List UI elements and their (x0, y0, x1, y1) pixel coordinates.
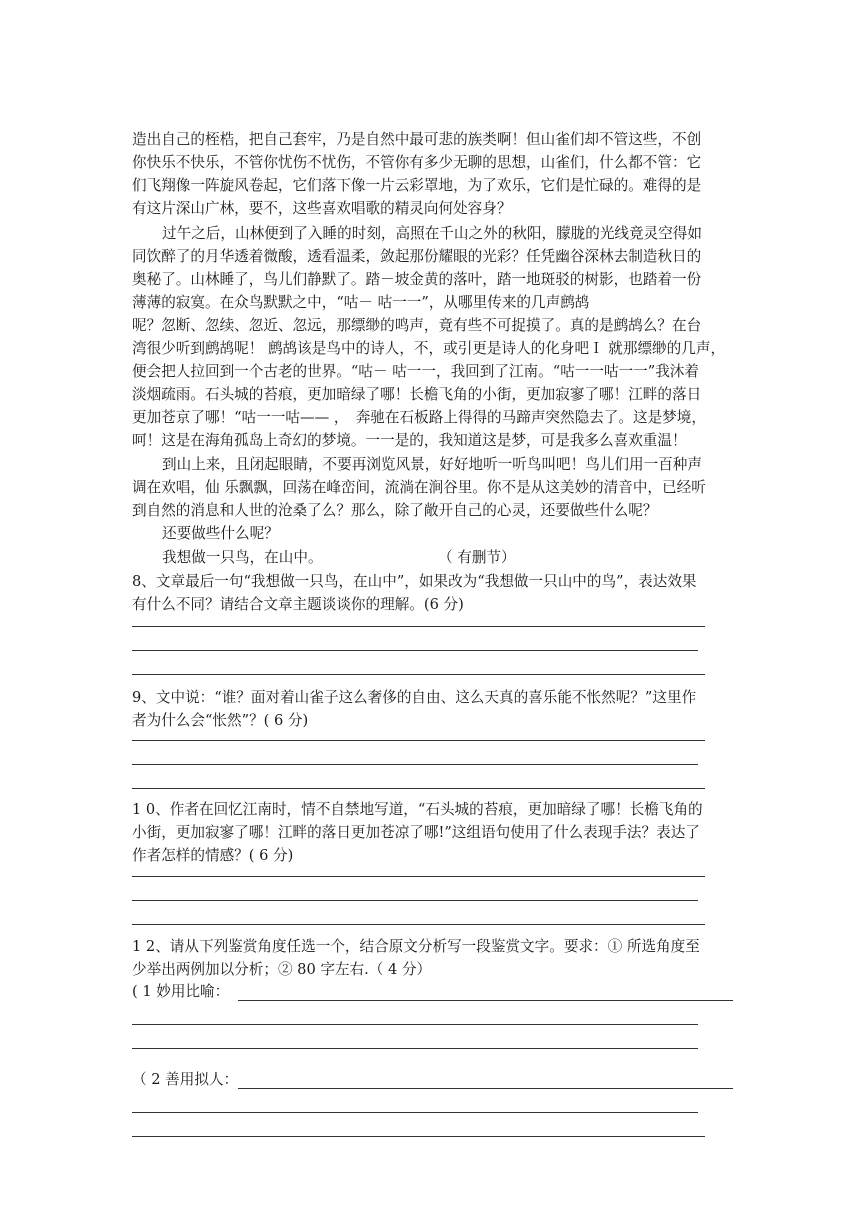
passage-line: 呵！这是在海角孤岛上奇幻的梦境。一一是的，我知道这是梦，可是我多么喜欢重温！ (132, 432, 687, 449)
passage-line: 们飞翔像一阵旋风卷起，它们落下像一片云彩罩地，为了欢乐，它们是忙碌的。难得的是 (132, 177, 702, 194)
passage-line: 更加苍京了哪！“咕一一咕—— ， 奔驰在石板路上得得的马蹄声突然隐去了。这是梦境， (132, 409, 706, 426)
passage-line: 造出自己的桎梏，把自己套牢，乃是自然中最可悲的族类啊！但山雀们却不管这些，不创 (132, 131, 702, 148)
passage-line: 还要做些什么呢？ (162, 525, 279, 542)
passage-closing-line: 我想做一只鸟，在山中。 (162, 549, 323, 566)
answer-line[interactable] (132, 1048, 698, 1049)
answer-line[interactable] (132, 764, 698, 765)
option-metaphor-label: ( 1 妙用比喻： (132, 983, 230, 1000)
question-8: 8、文章最后一句“我想做一只鸟，在山中”，如果改为“我想做一只山中的鸟”，表达效果 (132, 573, 697, 590)
answer-line[interactable] (132, 1024, 698, 1025)
abridged-note: （ 有删节） (438, 549, 516, 566)
passage-line: 薄薄的寂寞。在众鸟默默之中，“咕－ 咕一一”，从哪里传来的几声鹧鸪 (132, 294, 590, 311)
question-10: 作者怎样的情感？( 6 分) (132, 847, 294, 864)
passage-line: 调在欢唱，仙 乐飘飘，回荡在峰峦间，流淌在涧谷里。你不是从这美妙的清音中，已经听 (132, 479, 706, 496)
answer-line[interactable] (238, 1000, 733, 1001)
passage-line: 你快乐不快乐，不管你忧伤不忧伤，不管你有多少无聊的思想，山雀们，什么都不管：它 (132, 154, 702, 171)
question-8: 有什么不同？请结合文章主题谈谈你的理解。(6 分) (132, 596, 464, 613)
answer-line[interactable] (132, 876, 705, 877)
answer-line[interactable] (132, 626, 705, 627)
passage-line: 奥秘了。山林睡了，鸟儿们静默了。踏－坡金黄的落叶，踏一地斑驳的树影，也踏着一份 (132, 271, 702, 288)
answer-line[interactable] (132, 900, 698, 901)
answer-line[interactable] (132, 1136, 705, 1137)
answer-line[interactable] (132, 1112, 698, 1113)
question-10: 小街，更加寂寥了哪！江畔的落日更加苍凉了哪!”这组语句使用了什么表现手法？表达了 (132, 824, 700, 841)
answer-line[interactable] (132, 674, 705, 675)
question-9: 者为什么会“怅然”？( 6 分) (132, 712, 309, 729)
passage-line: 同饮醉了的月华透着微酸，透看温柔，敛起那份耀眼的光彩？任凭幽谷深林去制造秋日的 (132, 248, 702, 265)
passage-line: 湾很少听到鹧鸪呢！ 鹧鸪该是鸟中的诗人，不，或引更是诗人的化身吧Ｉ 就那缥缈的几声， (132, 340, 726, 357)
passage-line: 到自然的消息和人世的沧桑了么？那么，除了敞开自己的心灵，还要做些什么呢？ (132, 502, 658, 519)
question-10: 1 0、作者在回忆江南时，情不自禁地写道，“石头城的苔痕，更加暗绿了哪！长檐飞角的 (132, 801, 703, 818)
passage-line: 便会把人拉回到一个古老的世界。“咕－ 咕一一，我回到了江南。“咕一一咕一一”我沐着 (132, 363, 699, 380)
question-9: 9、文中说：“谁？面对着山雀子这么奢侈的自由、这么天真的喜乐能不怅然呢？”这里作 (132, 689, 697, 706)
answer-line[interactable] (132, 740, 705, 741)
question-12: 少举出两例加以分析；② 80 字左右.（ 4 分） (132, 961, 432, 978)
passage-line: 呢？忽断、忽续、忽近、忽远，那缥缈的鸣声，竟有些不可捉摸了。真的是鹧鸪么？在台 (132, 317, 702, 334)
answer-line[interactable] (132, 924, 705, 925)
answer-line[interactable] (238, 1088, 733, 1089)
passage-line: 过午之后，山林便到了入睡的时刻，高照在千山之外的秋阳，朦胧的光线竟灵空得如 (162, 225, 702, 242)
passage-line: 有这片深山广林，要不，这些喜欢唱歌的精灵向何处容身？ (132, 200, 512, 217)
question-12: 1 2、请从下列鉴赏角度任选一个，结合原文分析写一段鉴赏文字。要求：① 所选角度至 (132, 938, 700, 955)
passage-line: 淡烟疏雨。石头城的苔痕，更加暗绿了哪！长檐飞角的小街，更加寂寥了哪！江畔的落日 (132, 386, 702, 403)
passage-line: 到山上来，且闭起眼睛，不要再浏览风景，好好地听一听鸟叫吧！鸟儿们用一百种声 (162, 456, 702, 473)
answer-line[interactable] (132, 788, 705, 789)
option-personification-label: （ 2 善用拟人： (132, 1071, 239, 1088)
answer-line[interactable] (132, 650, 698, 651)
